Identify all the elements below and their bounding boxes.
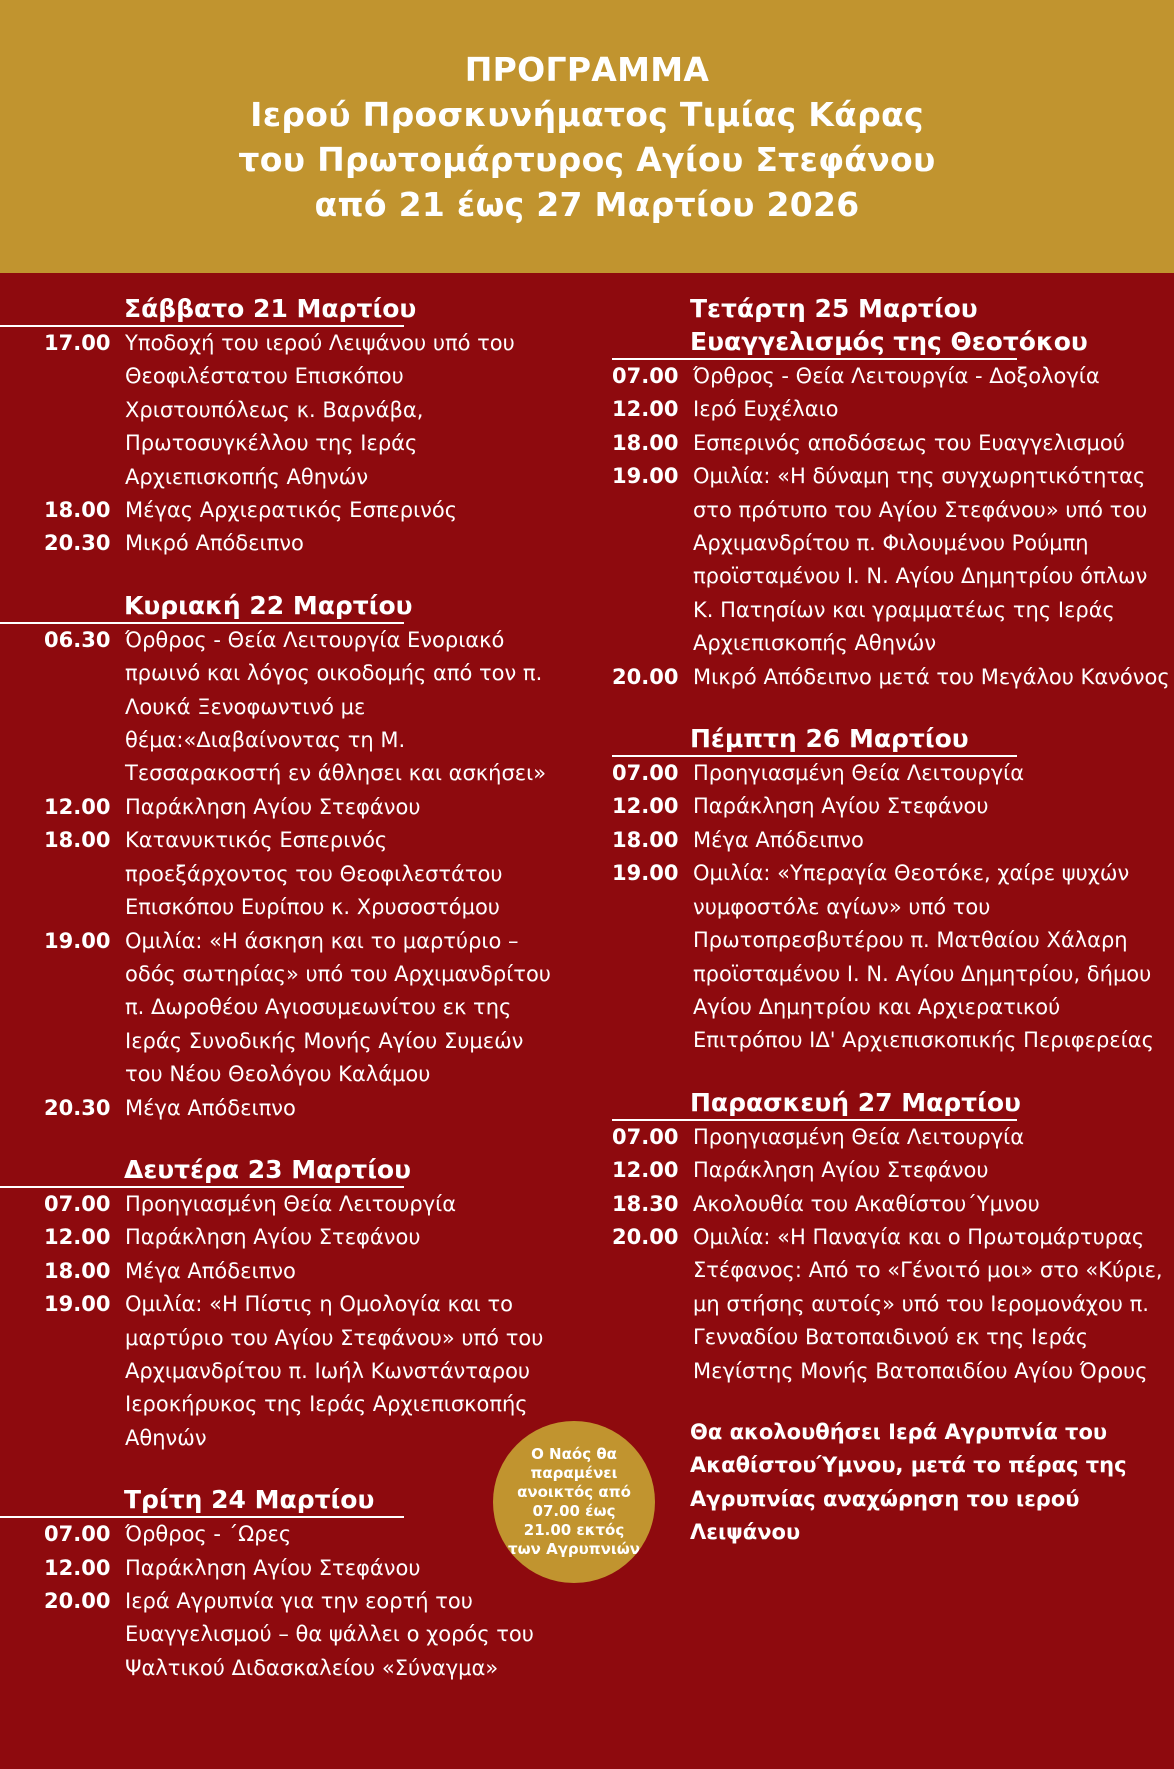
- event-description: Όρθρος - Θεία Λειτουργία - Δοξολογία: [693, 364, 1100, 388]
- schedule-item: [0, 1552, 555, 1585]
- event-description: Ομιλία: «Υπεραγία Θεοτόκε, χαίρε ψυχών νυμφοστόλε αγίων» υπό του Πρωτοπρεσβυτέρου π. Ματθαίου Χάλαρη προϊσταμένου Ι. Ν. Αγίου Δημητρίου, δήμου Αγίου Δημητρίου και Αρχιερατικού Επιτρόπου ΙΔ' Αρχιεπισκοπικής Περιφερείας: [693, 861, 1154, 1053]
- closing-note: Θα ακολουθήσει Ιερά Αγρυπνία του ΑκαθίστουΎμνου, μετά το πέρας της Αγρυπνίας αναχώρηση του ιερού Λειψάνου: [690, 1419, 1127, 1545]
- event-time: 12.00: [612, 794, 679, 819]
- schedule-item: [0, 1518, 555, 1551]
- schedule-item: [0, 824, 555, 924]
- schedule-item: [606, 1188, 1174, 1221]
- schedule-item: [0, 1585, 555, 1685]
- header-banner: [0, 0, 1174, 273]
- event-description: Ομιλία: «Η Πίστις η Ομολογία και το μαρτύριο του Αγίου Στεφάνου» υπό του Αρχιμανδρίτου π. Ιωήλ Κωνστάνταρου Ιεροκήρυκος της Ιεράς Αρχιεπισκοπής Αθηνών: [125, 1292, 544, 1450]
- event-time: 07.00: [44, 1522, 111, 1547]
- event-description: Μέγα Απόδειπνο: [125, 1258, 296, 1283]
- schedule-item: [0, 494, 555, 527]
- event-description: Μικρό Απόδειπνο μετά του Μεγάλου Κανόνος: [693, 664, 1170, 689]
- event-description: Προηγιασμένη Θεία Λειτουργία: [693, 761, 1025, 786]
- event-description: Παράκληση Αγίου Στεφάνου: [125, 1555, 421, 1580]
- day-section: [606, 1086, 1174, 1388]
- event-description: Όρθρος - Θεία Λειτουργία Ενοριακό πρωινό και λόγος οικοδομής από τον π. Λουκά Ξενοφωντινό με θέμα:«Διαβαίνοντας τη Μ. Τεσσαρακοστή εν άθλησει και ασκήσει»: [125, 627, 547, 786]
- day-section: [606, 292, 1174, 694]
- event-time: 20.30: [44, 1095, 111, 1120]
- day-section: [0, 589, 555, 1125]
- event-time: 07.00: [612, 761, 679, 786]
- right-column: [606, 292, 1174, 1550]
- event-description: Μέγας Αρχιερατικός Εσπερινός: [125, 498, 458, 523]
- event-time: 06.30: [44, 627, 111, 652]
- day-title: Σάββατο 21 Μαρτίου: [124, 294, 417, 323]
- schedule-item: [0, 624, 555, 791]
- event-time: 12.00: [44, 1225, 111, 1250]
- schedule-item: [0, 527, 555, 560]
- schedule-item: [0, 791, 555, 824]
- day-title: Τρίτη 24 Μαρτίου: [124, 1485, 375, 1515]
- event-description: Ομιλία: «Η δύναμη της συγχωρητικότητας στο πρότυπο του Αγίου Στεφάνου» υπό του Αρχιμανδρίτου π. Φιλουμένου Ρούμπη προϊσταμένου Ι. Ν. Αγίου Δημητρίου όπλων Κ. Πατησίων και γραμματέως της Ιεράς Αρχιεπισκοπής Αθηνών: [693, 464, 1148, 656]
- date-range: από 21 έως 27 Μαρτίου 2026: [314, 184, 860, 224]
- event-time: 12.00: [612, 1158, 679, 1183]
- schedule-item: [606, 824, 1174, 857]
- event-description: Παράκληση Αγίου Στεφάνου: [125, 794, 421, 819]
- event-time: 20.00: [44, 1589, 111, 1613]
- day-title: Δευτέρα 23 Μαρτίου: [124, 1154, 411, 1184]
- schedule-item: [606, 757, 1174, 790]
- schedule-item: [606, 393, 1174, 426]
- schedule-item: [606, 1221, 1174, 1388]
- event-time: 07.00: [44, 1191, 111, 1216]
- event-time: 18.00: [612, 827, 679, 852]
- event-description: Ακολουθία του Ακαθίστου΄Υμνου: [693, 1191, 1040, 1216]
- event-time: 07.00: [612, 364, 679, 388]
- day-title: Πέμπτη 26 Μαρτίου: [690, 724, 969, 754]
- event-description: Παράκληση Αγίου Στεφάνου: [693, 794, 989, 819]
- schedule-item: [606, 790, 1174, 823]
- schedule-item: [0, 1092, 555, 1125]
- event-time: 18.00: [44, 1258, 111, 1283]
- event-time: 18.00: [44, 498, 111, 523]
- event-time: 18.00: [612, 430, 679, 455]
- event-time: 17.00: [44, 331, 111, 355]
- schedule-item: [606, 661, 1174, 694]
- event-description: Ιερό Ευχέλαιο: [693, 397, 839, 422]
- schedule-item: [606, 360, 1174, 393]
- event-time: 20.30: [44, 531, 111, 556]
- day-title: Παρασκευή 27 Μαρτίου: [690, 1087, 1021, 1117]
- schedule-item: [0, 1255, 555, 1288]
- day-section: [0, 1153, 555, 1455]
- event-time: 19.00: [44, 928, 111, 953]
- schedule-item: [606, 1154, 1174, 1187]
- subtitle-line-1: Ιερού Προσκυνήματος Τιμίας Κάρας: [250, 94, 924, 134]
- opening-hours-badge: Ο Ναός θα παραμένει ανοικτός από 07.00 έως 21.00 εκτός των Αγρυπνιών: [493, 1421, 655, 1583]
- event-time: 18.30: [612, 1191, 679, 1216]
- schedule-item: [606, 460, 1174, 660]
- subtitle-line-2: του Πρωτομάρτυρος Αγίου Στεφάνου: [238, 139, 936, 179]
- event-description: Κατανυκτικός Εσπερινός προεξάρχοντος του Θεοφιλεστάτου Επισκόπου Ευρίπου κ. Χρυσοστόμου: [125, 828, 503, 920]
- day-section: [606, 722, 1174, 1058]
- day-title: Τετάρτη 25 Μαρτίου: [690, 294, 978, 323]
- event-description: Μέγα Απόδειπνο: [125, 1095, 296, 1120]
- schedule-item: [0, 1221, 555, 1254]
- event-description: Προηγιασμένη Θεία Λειτουργία: [125, 1191, 457, 1216]
- event-description: Ιερά Αγρυπνία για την εορτή του Ευαγγελισμού – θα ψάλλει ο χορός του Ψαλτικού Διδασκαλείου «Σύναγμα»: [125, 1589, 534, 1680]
- page-title: ΠΡΟΓΡΑΜΜΑ: [464, 49, 710, 89]
- event-description: Ομιλία: «Η Παναγία και ο Πρωτομάρτυρας Στέφανος: Από το «Γένοιτό μοι» στο «Κύριε, μη στήσης αυτοίς» υπό του Ιερομονάχου π. Γενναδίου Βατοπαιδινού εκ της Ιεράς Μεγίστης Μονής Βατοπαιδίου Αγίου Όρους: [693, 1224, 1163, 1383]
- day-section: [0, 292, 555, 561]
- event-time: 12.00: [44, 794, 111, 819]
- schedule-item: [0, 925, 555, 1092]
- event-description: Μικρό Απόδειπνο: [125, 531, 304, 556]
- event-time: 20.00: [612, 1224, 679, 1249]
- event-description: Υποδοχή του ιερού Λειψάνου υπό του Θεοφιλέστατου Επισκόπου Χριστουπόλεως κ. Βαρνάβα, Πρωτοσυγκέλλου της Ιεράς Αρχιεπισκοπής Αθηνών: [125, 331, 515, 489]
- event-time: 20.00: [612, 664, 679, 689]
- event-time: 07.00: [612, 1124, 679, 1149]
- event-description: Εσπερινός αποδόσεως του Ευαγγελισμού: [693, 430, 1125, 455]
- schedule-item: [0, 1188, 555, 1221]
- event-time: 19.00: [44, 1292, 111, 1317]
- day-title: Κυριακή 22 Μαρτίου: [124, 590, 413, 620]
- event-time: 12.00: [612, 397, 679, 422]
- event-description: Προηγιασμένη Θεία Λειτουργία: [693, 1124, 1025, 1149]
- event-description: Παράκληση Αγίου Στεφάνου: [125, 1225, 421, 1250]
- schedule-item: [606, 427, 1174, 460]
- schedule-item: [0, 327, 555, 494]
- event-description: Μέγα Απόδειπνο: [693, 827, 864, 852]
- event-description: Όρθρος - ΄Ωρες: [125, 1522, 292, 1547]
- day-subtitle: Ευαγγελισμός της Θεοτόκου: [690, 327, 1088, 356]
- event-time: 12.00: [44, 1555, 111, 1580]
- schedule-item: [0, 1288, 555, 1455]
- event-time: 19.00: [612, 861, 679, 886]
- schedule-item: [606, 857, 1174, 1057]
- schedule-item: [606, 1121, 1174, 1154]
- event-time: 19.00: [612, 464, 679, 489]
- event-description: Ομιλία: «Η άσκηση και το μαρτύριο – οδός σωτηρίας» υπό του Αρχιμανδρίτου π. Δωροθέου Αγιοσυμεωνίτου εκ της Ιεράς Συνοδικής Μονής Αγίου Συμεών του Νέου Θεολόγου Καλάμου: [125, 928, 551, 1087]
- day-section: [0, 1483, 555, 1685]
- left-column: [0, 292, 555, 1713]
- event-description: Παράκληση Αγίου Στεφάνου: [693, 1158, 989, 1183]
- event-time: 18.00: [44, 828, 111, 853]
